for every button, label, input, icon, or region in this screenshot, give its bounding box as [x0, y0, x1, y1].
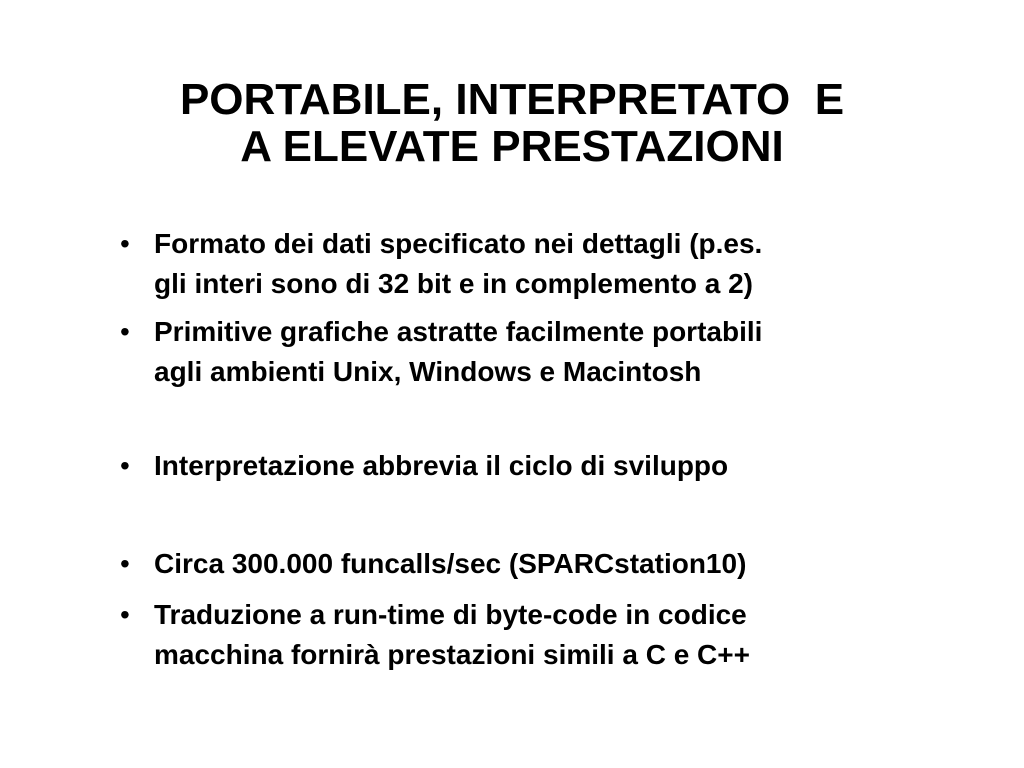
title-line-2: A ELEVATE PRESTAZIONI	[240, 122, 784, 171]
bullet-text	[154, 595, 920, 675]
bullet-item-bytecode-translation	[120, 595, 920, 675]
bullet-item-graphic-primitives	[120, 312, 920, 392]
bullet-icon: •	[120, 450, 130, 481]
bullet-line: Interpretazione abbrevia il ciclo di sviluppo	[154, 450, 729, 481]
bullet-line: Primitive grafiche astratte facilmente portabili	[154, 316, 763, 347]
bullet-line: Formato dei dati specificato nei dettagli (p.es.	[154, 228, 763, 259]
bullet-icon: •	[120, 548, 130, 579]
bullet-line: agli ambienti Unix, Windows e Macintosh	[154, 356, 702, 387]
bullet-text	[154, 446, 920, 486]
bullet-item-data-format	[120, 224, 920, 304]
slide-title	[0, 76, 1024, 170]
bullet-icon: •	[120, 316, 130, 347]
bullet-text	[154, 224, 920, 304]
bullet-text	[154, 312, 920, 392]
bullet-line: macchina fornirà prestazioni simili a C e C++	[154, 639, 750, 670]
bullet-item-funcalls	[120, 544, 920, 584]
bullet-line: gli interi sono di 32 bit e in complemento a 2)	[154, 268, 753, 299]
bullet-text	[154, 544, 920, 584]
bullet-icon: •	[120, 599, 130, 630]
bullet-icon: •	[120, 228, 130, 259]
title-line-1: PORTABILE, INTERPRETATO E	[179, 75, 845, 124]
bullet-item-interpretation	[120, 446, 920, 486]
bullet-line: Circa 300.000 funcalls/sec (SPARCstation10)	[154, 548, 747, 579]
bullet-line: Traduzione a run-time di byte-code in codice	[154, 599, 747, 630]
